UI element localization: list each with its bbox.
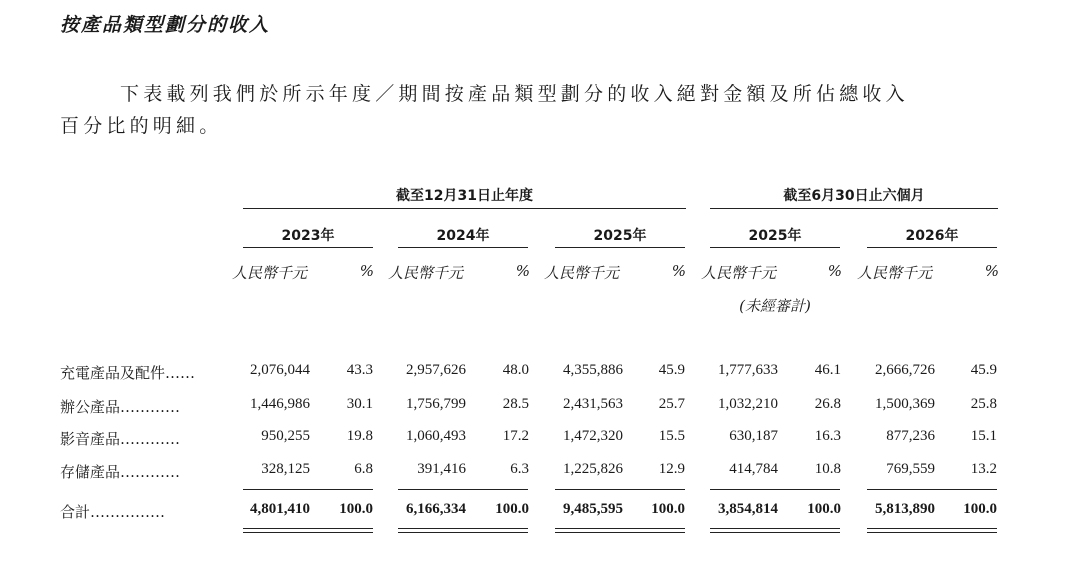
year-rule [555, 247, 685, 248]
row-label: 存儲產品………… [60, 463, 181, 481]
percent-cell: 26.8 [814, 396, 841, 412]
row-label: 辦公產品………… [60, 398, 181, 416]
percent-cell: 15.5 [658, 428, 685, 444]
value-cell: 877,236 [886, 428, 935, 444]
percent-cell: 25.7 [658, 396, 685, 412]
value-cell: 2,076,044 [250, 362, 310, 378]
percent-cell: 19.8 [346, 428, 373, 444]
percent-cell: 17.2 [502, 428, 529, 444]
unit-rmb: 人民幣千元 [232, 264, 308, 282]
unit-rmb: 人民幣千元 [857, 264, 933, 282]
year-rule [710, 247, 840, 248]
value-cell: 630,187 [729, 428, 778, 444]
value-cell: 1,060,493 [406, 428, 466, 444]
unit-percent: % [359, 262, 374, 280]
year-header: 2026年 [905, 228, 959, 244]
percent-cell: 45.9 [658, 362, 685, 378]
group-header-six-months: 截至6月30日止六個月 [783, 188, 925, 204]
value-cell: 1,225,826 [563, 461, 623, 477]
unit-percent: % [515, 262, 530, 280]
total-value-cell: 4,801,410 [250, 501, 310, 517]
subtotal-rule [555, 489, 685, 490]
value-cell: 1,472,320 [563, 428, 623, 444]
unit-rmb: 人民幣千元 [388, 264, 464, 282]
total-value-cell: 9,485,595 [563, 501, 623, 517]
value-cell: 1,032,210 [718, 396, 778, 412]
value-cell: 2,431,563 [563, 396, 623, 412]
group-rule-annual [243, 208, 686, 209]
percent-cell: 30.1 [346, 396, 373, 412]
paragraph-line-2: 百分比的明細。 [60, 115, 223, 137]
unit-percent: % [827, 262, 842, 280]
unit-percent: % [984, 262, 999, 280]
intro-paragraph [60, 78, 1010, 142]
percent-cell: 48.0 [502, 362, 529, 378]
percent-cell: 43.3 [346, 362, 373, 378]
total-percent-cell: 100.0 [339, 501, 373, 517]
year-rule [867, 247, 997, 248]
value-cell: 2,666,726 [875, 362, 935, 378]
value-cell: 1,777,633 [718, 362, 778, 378]
group-rule-six-months [710, 208, 998, 209]
value-cell: 769,559 [886, 461, 935, 477]
percent-cell: 16.3 [814, 428, 841, 444]
row-label: 充電產品及配件…… [60, 364, 196, 382]
unit-rmb: 人民幣千元 [544, 264, 620, 282]
total-double-rule [867, 528, 997, 533]
year-header: 2023年 [281, 228, 335, 244]
value-cell: 1,446,986 [250, 396, 310, 412]
total-percent-cell: 100.0 [807, 501, 841, 517]
unit-percent: % [671, 262, 686, 280]
total-percent-cell: 100.0 [495, 501, 529, 517]
percent-cell: 6.8 [354, 461, 373, 477]
year-header: 2024年 [436, 228, 490, 244]
total-label: 合計…………… [60, 503, 166, 521]
unaudited-note: (未經審計) [739, 297, 811, 315]
percent-cell: 46.1 [814, 362, 841, 378]
subtotal-rule [867, 489, 997, 490]
value-cell: 391,416 [417, 461, 466, 477]
percent-cell: 25.8 [970, 396, 997, 412]
subtotal-rule [243, 489, 373, 490]
percent-cell: 13.2 [970, 461, 997, 477]
total-double-rule [555, 528, 685, 533]
value-cell: 950,255 [261, 428, 310, 444]
section-heading: 按產品類型劃分的收入 [60, 14, 271, 36]
total-percent-cell: 100.0 [651, 501, 685, 517]
total-double-rule [243, 528, 373, 533]
total-percent-cell: 100.0 [963, 501, 997, 517]
percent-cell: 15.1 [970, 428, 997, 444]
percent-cell: 10.8 [814, 461, 841, 477]
paragraph-line-1: 下表載列我們於所示年度／期間按產品類型劃分的收入絕對金額及所佔總收入 [120, 83, 909, 105]
value-cell: 1,756,799 [406, 396, 466, 412]
year-header: 2025年 [593, 228, 647, 244]
total-double-rule [398, 528, 528, 533]
unit-rmb: 人民幣千元 [701, 264, 777, 282]
percent-cell: 28.5 [502, 396, 529, 412]
total-value-cell: 6,166,334 [406, 501, 466, 517]
group-header-annual: 截至12月31日止年度 [396, 188, 533, 204]
year-header: 2025年 [748, 228, 802, 244]
percent-cell: 45.9 [970, 362, 997, 378]
total-double-rule [710, 528, 840, 533]
total-value-cell: 5,813,890 [875, 501, 935, 517]
value-cell: 1,500,369 [875, 396, 935, 412]
value-cell: 328,125 [261, 461, 310, 477]
value-cell: 2,957,626 [406, 362, 466, 378]
subtotal-rule [710, 489, 840, 490]
percent-cell: 12.9 [658, 461, 685, 477]
total-value-cell: 3,854,814 [718, 501, 778, 517]
row-label: 影音產品………… [60, 430, 181, 448]
value-cell: 4,355,886 [563, 362, 623, 378]
year-rule [398, 247, 528, 248]
subtotal-rule [398, 489, 528, 490]
percent-cell: 6.3 [510, 461, 529, 477]
value-cell: 414,784 [729, 461, 778, 477]
year-rule [243, 247, 373, 248]
